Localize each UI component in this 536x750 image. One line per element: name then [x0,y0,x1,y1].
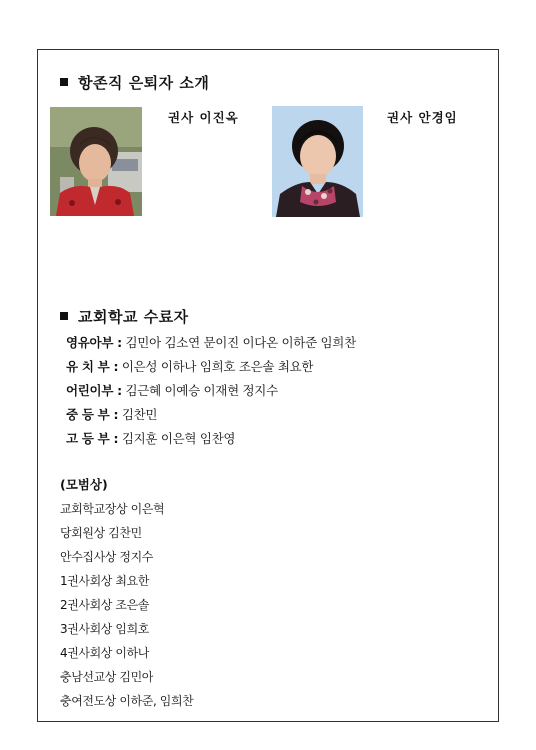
award-item: 안수집사상 정지수 [60,550,153,564]
graduate-row [66,405,157,423]
graduate-row [66,357,313,375]
graduate-names: 김지훈 이은혁 임찬영 [118,431,236,446]
award-item: 1권사회상 최요한 [60,574,149,588]
graduate-names: 김민아 김소연 문이진 이다온 이하준 임희찬 [121,335,356,350]
award-item: 충남선교상 김민아 [60,670,153,684]
retirees-title: 항존직 은퇴자 소개 [78,74,210,92]
graduate-names: 김근혜 이예승 이재현 정지수 [121,383,278,398]
retiree-caption-1: 권사 이진옥 [168,110,239,125]
award-item: 4권사회상 이하나 [60,646,149,660]
graduate-row [66,333,356,351]
portrait-photo-icon [272,106,363,217]
graduates-title: 교회학교 수료자 [78,308,189,326]
department-label: 유 치 부 : [66,359,119,374]
document-page [37,49,499,722]
portrait-photo-1 [50,107,142,216]
retirees-heading [60,72,209,93]
graduates-heading [60,306,189,327]
award-item: 충여전도상 이하준, 임희찬 [60,694,194,708]
department-label: 고 등 부 : [66,431,119,446]
graduate-row [66,429,235,447]
award-item: 2권사회상 조은솔 [60,598,149,612]
portrait-photo-2 [272,106,363,217]
graduate-row [66,381,278,399]
department-label: 중 등 부 : [66,407,119,422]
award-item: 3권사회상 임희호 [60,622,149,636]
retiree-caption-2: 권사 안경임 [387,110,458,125]
award-item: 당회원상 김찬민 [60,526,142,540]
award-item: 교회학교장상 이은혁 [60,502,165,516]
department-label: 영유아부 : [66,335,122,350]
awards-title: (모범상) [60,477,108,492]
portrait-photo-icon [50,107,142,216]
square-bullet-icon [60,312,68,320]
department-label: 어린이부 : [66,383,122,398]
graduate-names: 이은성 이하나 임희호 조은솔 최요한 [118,359,314,374]
graduate-names: 김찬민 [118,407,158,422]
square-bullet-icon [60,78,68,86]
